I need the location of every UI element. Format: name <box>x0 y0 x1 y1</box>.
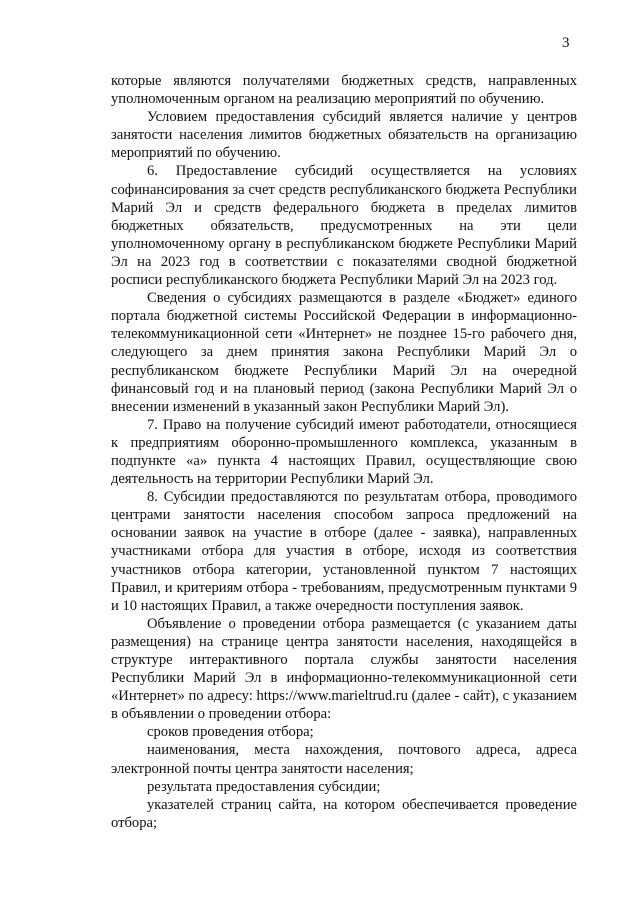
list-item-deadlines: сроков проведения отбора; <box>147 724 314 741</box>
paragraph-continuation: которые являются получателями бюджетных средств, направленных уполномоченным органом на реализацию мероприятий по обучению. <box>111 73 577 108</box>
list-item-site-pages: указателей страниц сайта, на котором обеспечивается проведение отбора; <box>111 796 577 831</box>
document-body <box>111 72 577 832</box>
paragraph-subsidy-condition: Условием предоставления субсидий является наличие у центров занятости населения лимитов бюджетных обязательств на организацию мероприятий по обучению. <box>111 109 577 162</box>
paragraph-subsidy-info: Сведения о субсидиях размещаются в разделе «Бюджет» единого портала бюджетной системы Российской Федерации в информационно-телекоммуникационной сети «Интернет» не позднее 15-го рабочего дня, следующего за днем принятия закона Республики Марий Эл о республиканском бюджете Республики Марий Эл на очередной финансовый год и на плановый период (закона Республики Марий Эл о внесении изменений в указанный закон Республики Марий Эл). <box>111 290 577 415</box>
paragraph-item-7: 7. Право на получение субсидий имеют работодатели, относящиеся к предприятиям оборонно-промышленного комплекса, указанным в подпункте «а» пункта 4 настоящих Правил, осуществляющие свою деятельность на территории Республики Марий Эл. <box>111 416 577 488</box>
list-item-result: результата предоставления субсидии; <box>147 778 381 795</box>
paragraph-item-6: 6. Предоставление субсидий осуществляется на условиях софинансирования за счет средств республиканского бюджета Республики Марий Эл и средств федерального бюджета в пределах лимитов бюджетных обязательств, предусмотренных на эти цели уполномоченному органу в республиканском бюджете Республики Марий Эл на 2023 год в соответствии с показателями сводной бюджетной росписи республиканского бюджета Республики Марий Эл на 2023 год. <box>111 163 577 289</box>
paragraph-item-8: 8. Субсидии предоставляются по результатам отбора, проводимого центрами занятости населения способом запроса предложений на основании заявок на участие в отборе (далее - заявка), направленных участниками отбора для участия в отборе, исходя из соответствия участников отбора категории, установленной пунктом 7 настоящих Правил, и критериям отбора - требованиям, предусмотренным пунктами 9 и 10 настоящих Правил, а также очередности поступления заявок. <box>111 489 577 614</box>
paragraph-announcement: Объявление о проведении отбора размещается (с указанием даты размещения) на странице центра занятости населения, находящейся в структуре интерактивного портала службы занятости населения Республики Марий Эл в информационно-телекоммуникационной сети «Интернет» по адресу: https://www.marieltrud.ru (далее - сайт), с указанием в объявлении о проведении отбора: <box>111 615 577 723</box>
page-number: 3 <box>562 35 570 51</box>
list-item-contacts: наименования, места нахождения, почтового адреса, адреса электронной почты центра занятости населения; <box>111 742 577 777</box>
